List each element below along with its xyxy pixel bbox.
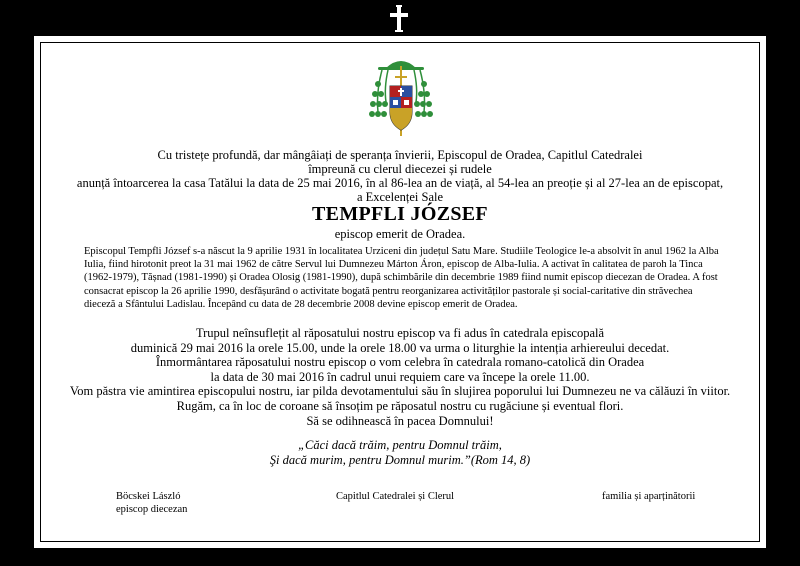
- biography-paragraph: [84, 245, 744, 311]
- obituary-card: [32, 34, 768, 550]
- intro-text: [34, 148, 766, 204]
- bio-line: dieceză a Sfântului Ladislau. Începând cu data de 28 decembrie 2008 devine episcop emerit de Oradea.: [84, 298, 518, 310]
- announce-line: Înmormântarea răposatului nostru episcop o vom celebra în catedrala romano-catolică din Oradea: [155, 355, 645, 370]
- bio-line: (1962-1979), Tășnad (1981-1990) și Oradea Olosig (1981-1990), după schimbările din decembrie 1989 fiind numit episcop diecezan de Oradea. A fost: [84, 272, 718, 284]
- bio-line: Iulia, fiind hirotonit preot la 31 mai 1962 de către Servul lui Dumnezeu Márton Áron, episcop de Alba-Iulia. A activat în calitatea de paroh la Tinca: [84, 259, 703, 271]
- announce-line: Trupul neînsuflețit al răposatului nostru episcop va fi adus în catedrala episcopală: [195, 326, 605, 340]
- bio-line: consacrat episcop la 26 aprilie 1990, desfășurând o activitate bogată pentru reorganizarea activităților pastorale și social-caritative din străvechea: [84, 285, 693, 297]
- deceased-title: episcop emerit de Oradea.: [334, 227, 466, 241]
- signature-name: Böcskei László: [116, 491, 181, 502]
- intro-line: a Excelenței Sale: [356, 190, 444, 204]
- cross-icon: [387, 5, 411, 33]
- announce-line: la data de 30 mai 2016 în cadrul unui requiem care va începe la orele 11.00.: [210, 369, 590, 384]
- signature-chapter: Capitlul Catedralei și Clerul: [336, 491, 455, 502]
- announce-line: duminică 29 mai 2016 la orele 15.00, unde la orele 18.00 va urma o liturghie la intenția arhiereului decedat.: [130, 340, 670, 355]
- bible-quote: [34, 438, 766, 468]
- signature-bishop: [116, 490, 187, 516]
- quote-line: „Căci dacă trăim, pentru Domnul trăim,: [298, 438, 502, 452]
- announce-line: Vom păstra vie amintirea episcopului nostru, iar pilda devotamentului său în slujirea poporului lui Dumnezeu ne va călăuzi în viitor.: [69, 384, 731, 399]
- announce-line: Rugăm, ca în loc de coroane să însoțim pe răposatul nostru cu rugăciune și eventual flori.: [176, 398, 624, 413]
- announce-line: Să se odihnească în pacea Domnului!: [306, 413, 494, 428]
- intro-line: Cu tristețe profundă, dar mângâiați de speranța învierii, Episcopul de Oradea, Capitlul Catedralei: [157, 148, 643, 162]
- episcopal-coat-of-arms-icon: [368, 52, 434, 142]
- deceased-name: TEMPFLI JÓZSEF: [312, 203, 488, 225]
- signature-family: familia și aparținătorii: [602, 491, 696, 502]
- signature-role: episcop diecezan: [116, 504, 188, 515]
- bio-line: Episcopul Tempfli József s-a născut la 9 aprilie 1931 în localitatea Urziceni din județul Satu Mare. Studiile Teologice le-a absolvit în anul 1962 la Alba: [84, 246, 719, 257]
- intro-line: împreună cu clerul diecezei și rudele: [308, 162, 492, 176]
- quote-line: Şi dacă murim, pentru Domnul murim.”(Rom 14, 8): [269, 453, 531, 467]
- intro-line: anunță întoarcerea la casa Tatălui la data de 25 mai 2016, în al 86-lea an de viață, al 54-lea an preoție și al 27-lea an de episcopat,: [76, 176, 724, 190]
- funeral-announcement: [34, 326, 766, 428]
